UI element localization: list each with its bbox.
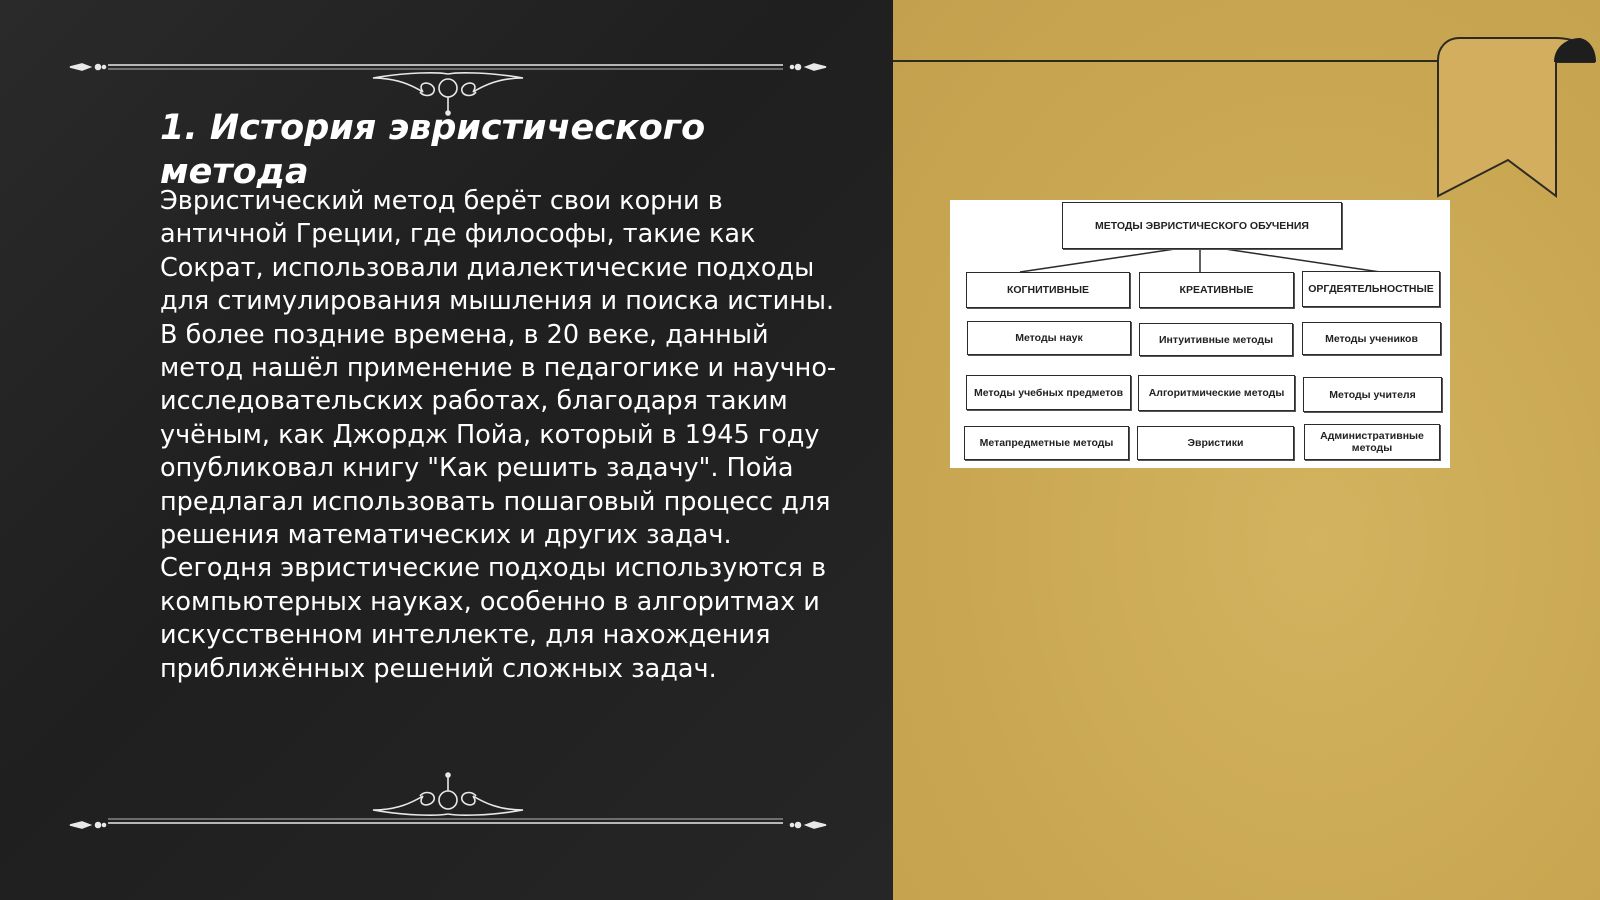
diagram-item-heuristics: Эвристики — [1137, 426, 1294, 460]
diagram-item-intuitive-methods: Интуитивные методы — [1139, 323, 1293, 356]
top-divider-line — [893, 60, 1438, 62]
diagram-item-administrative-methods: Административные методы — [1304, 424, 1440, 460]
slide-title: 1. История эвристического метода — [160, 108, 706, 192]
diagram-header-orgactivity: ОРГДЕЯТЕЛЬНОСТНЫЕ — [1302, 271, 1440, 307]
diagram-header-creative: КРЕАТИВНЫЕ — [1139, 272, 1294, 308]
diagram-item-sciences-methods: Методы наук — [967, 321, 1131, 355]
slide-body-text: Эвристический метод берёт свои корни в античной Греции, где философы, такие как Сократ, использовали диалектические подходы для стимулирования мышления и поиска истины. В более поздние времена, в 20 веке, данный метод нашёл применение в педагогике и научно-исследовательских работах, благодаря таким учёным, как Джордж Пойа, который в 1945 году опубликовал книгу "Как решить задачу". Пойа предлагал использовать пошаговый процесс для решения математических и других задач. Сегодня эвристические подходы используются в компьютерных науках, особенно в алгоритмах и искусственном интеллекте, для нахождения приближённых решений сложных задач. — [160, 186, 837, 684]
diagram-item-algorithmic-methods: Алгоритмические методы — [1138, 375, 1295, 411]
diagram-item-teacher-methods: Методы учителя — [1303, 377, 1442, 412]
bookmark-ribbon-icon — [1430, 30, 1600, 200]
diagram-item-student-methods: Методы учеников — [1302, 322, 1441, 355]
diagram-root-box: МЕТОДЫ ЭВРИСТИЧЕСКОГО ОБУЧЕНИЯ — [1062, 202, 1342, 249]
diagram-item-metasubject-methods: Метапредметные методы — [964, 426, 1129, 460]
bottom-flourish-ornament-icon — [68, 770, 828, 836]
diagram-item-subject-methods: Методы учебных предметов — [966, 375, 1131, 410]
diagram-header-cognitive: КОГНИТИВНЫЕ — [966, 272, 1130, 308]
methods-diagram — [950, 200, 1450, 468]
